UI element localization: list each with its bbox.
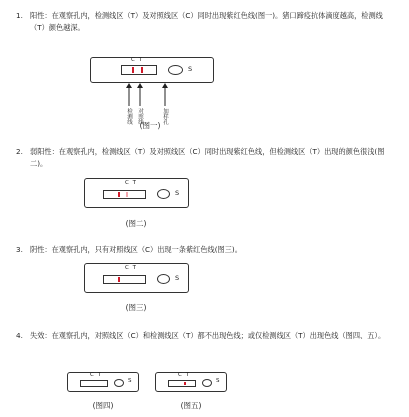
control-line <box>118 192 120 197</box>
well-glyph: S <box>188 65 193 73</box>
label-control-line: 对照线 <box>137 108 143 125</box>
sample-well <box>157 189 170 199</box>
cassette-figure-2 <box>84 178 189 208</box>
arrow-test-line <box>124 83 134 107</box>
section-2-number: 2. <box>16 147 23 156</box>
caption-figure-5: (图五) <box>180 401 202 410</box>
cassette-figure-4 <box>67 372 139 392</box>
observation-window <box>168 380 196 387</box>
ct-label: C T <box>131 57 143 63</box>
well-glyph: S <box>216 378 220 384</box>
well-glyph: S <box>128 378 132 384</box>
sample-well <box>168 65 183 75</box>
section-4-number: 4. <box>16 331 23 340</box>
label-sample-well: 加样孔 <box>162 108 168 125</box>
test-line <box>141 67 143 73</box>
caption-figure-4: (图四) <box>92 401 114 410</box>
observation-window <box>103 275 146 284</box>
cassette-figure-3 <box>84 263 189 293</box>
control-line <box>118 277 120 282</box>
caption-figure-2: (图二) <box>125 219 147 228</box>
section-1-number: 1. <box>16 11 23 20</box>
sample-well <box>157 274 170 284</box>
well-glyph: S <box>175 189 180 197</box>
cassette-figure-5 <box>155 372 227 392</box>
ct-label: C T <box>125 180 137 186</box>
well-glyph: S <box>175 274 180 282</box>
label-test-line: 检测线 <box>126 108 132 125</box>
observation-window <box>80 380 108 387</box>
observation-window <box>121 65 157 75</box>
caption-figure-1: (图一) <box>139 121 161 130</box>
caption-figure-3: (图三) <box>125 303 147 312</box>
section-1-text: 阳性：在观察孔内，检测线区（T）及对照线区（C）同时出现紫红色线(图一)。猪口蹄疫抗体滴度越高，检测线（T）颜色越深。 <box>30 11 383 32</box>
section-3-number: 3. <box>16 245 23 254</box>
section-3-text: 阴性：在观察孔内，只有对照线区（C）出现一条紫红色线(图三)。 <box>30 245 242 254</box>
cassette-figure-1 <box>90 57 214 83</box>
ct-label: C T <box>90 372 102 378</box>
arrow-sample-well <box>160 83 170 107</box>
sample-well <box>202 379 212 387</box>
ct-label: C T <box>178 372 190 378</box>
ct-label: C T <box>125 265 137 271</box>
arrow-control-line <box>135 83 145 107</box>
observation-window <box>103 190 146 199</box>
sample-well <box>114 379 124 387</box>
control-line <box>132 67 134 73</box>
section-2-text: 弱阳性：在观察孔内，检测线区（T）及对照线区（C）同时出现紫红色线，但检测线区（T）出现的颜色很浅(图二)。 <box>30 147 385 168</box>
test-line <box>126 192 128 197</box>
test-line <box>184 382 186 385</box>
section-4-text: 失效：在观察孔内，对照线区（C）和检测线区（T）都不出现色线；或仅检测线区（T）出现色线（图四、五）。 <box>30 331 386 340</box>
